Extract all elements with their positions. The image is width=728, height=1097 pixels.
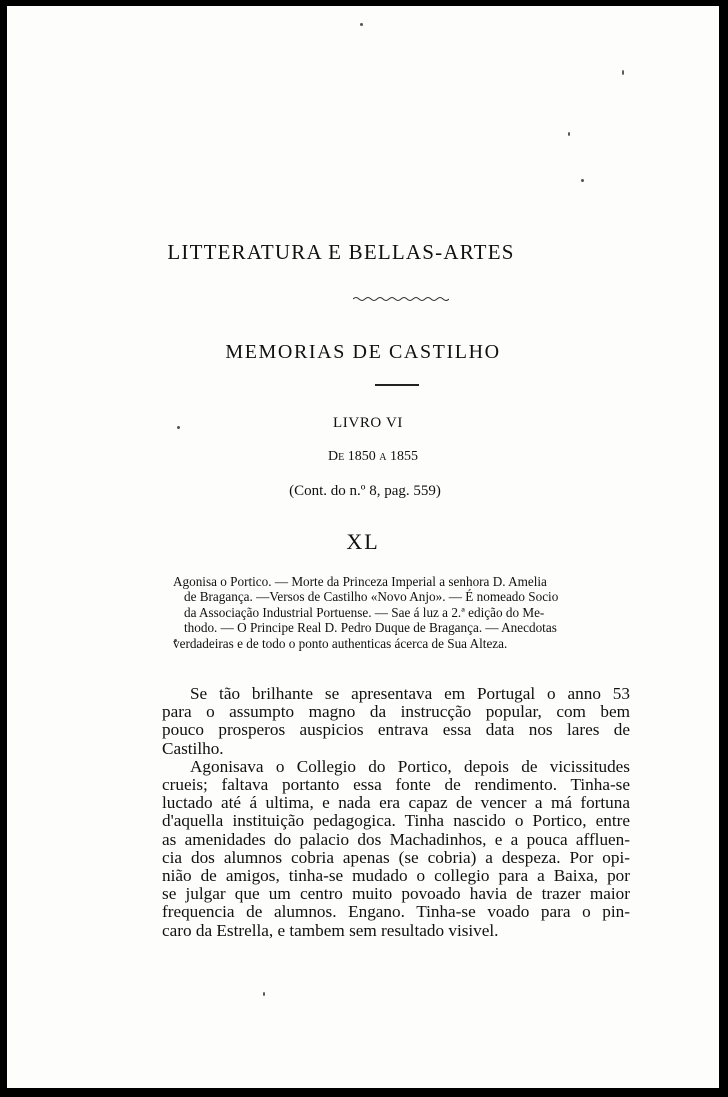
paragraph-line: Castilho.: [162, 738, 224, 758]
paper-speck: [263, 992, 265, 996]
paper-speck: [568, 132, 570, 136]
paragraph-line: Agonisava o Collegio do Portico, depois de vicissitudes: [190, 756, 630, 776]
summary-line: thodo. — O Principe Real D. Pedro Duque de Bragança. — Anecdotas: [184, 620, 557, 636]
book-number: LIVRO VI: [333, 415, 403, 431]
chapter-number: XL: [346, 529, 380, 554]
paragraph-line: caro da Estrella, e tambem sem resultado visivel.: [162, 920, 499, 940]
paragraph-line: Se tão brilhante se apresentava em Portugal o anno 53: [190, 684, 630, 703]
paragraph-line: frequencia de alumnos. Engano. Tinha-se voado para o pin-: [162, 902, 630, 922]
memoir-title: MEMORIAS DE CASTILHO: [225, 341, 501, 363]
paragraph-line: luctado até á ultima, e nada era capaz de vencer a má fortuna: [162, 793, 630, 813]
section-title: LITTERATURA E BELLAS-ARTES: [167, 240, 515, 264]
paragraph-line: nião de amigos, tinha-se mudado o collegio para a Baixa, por: [162, 866, 630, 886]
body-text: [162, 685, 630, 940]
title-rule: [375, 384, 419, 386]
ornament-divider: [353, 296, 449, 302]
paragraph-line: pouco prosperos auspicios entrava essa data nos lares de: [162, 720, 630, 740]
paper-speck: [360, 23, 363, 26]
paper-speck: [622, 70, 624, 75]
paragraph-line: crueis; faltava portanto essa fonte de rendimento. Tinha-se: [162, 775, 630, 795]
date-range: De 1850 a 1855: [328, 449, 418, 464]
paragraph-line: para o assumpto magno da instrucção popular, com bem: [162, 702, 630, 722]
paragraph-line: as amenidades do palacio dos Machadinhos, e a pouca affluen-: [162, 829, 630, 849]
paragraph-line: d'aquella instituição pedagogica. Tinha nascido o Portico, entre: [162, 811, 630, 831]
summary-line: de Bragança. —Versos de Castilho «Novo Anjo». — É nomeado Socio: [184, 589, 559, 605]
paper-speck: [581, 179, 584, 182]
book-page: [7, 6, 719, 1088]
summary-line: verdadeiras e de todo o ponto authenticas ácerca de Sua Alteza.: [173, 635, 508, 651]
chapter-summary: [173, 574, 617, 651]
summary-line: Agonisa o Portico. — Morte da Princeza Imperial a senhora D. Amelia: [173, 574, 547, 589]
continuation-note: (Cont. do n.º 8, pag. 559): [289, 483, 441, 499]
summary-line: da Associação Industrial Portuense. — Sae á luz a 2.ª edição do Me-: [184, 604, 545, 620]
paragraph-line: cia dos alumnos cobria apenas (se cobria) a despeza. Por opi-: [162, 847, 630, 867]
paragraph-line: se julgar que um centro muito povoado havia de trazer maior: [162, 884, 630, 904]
